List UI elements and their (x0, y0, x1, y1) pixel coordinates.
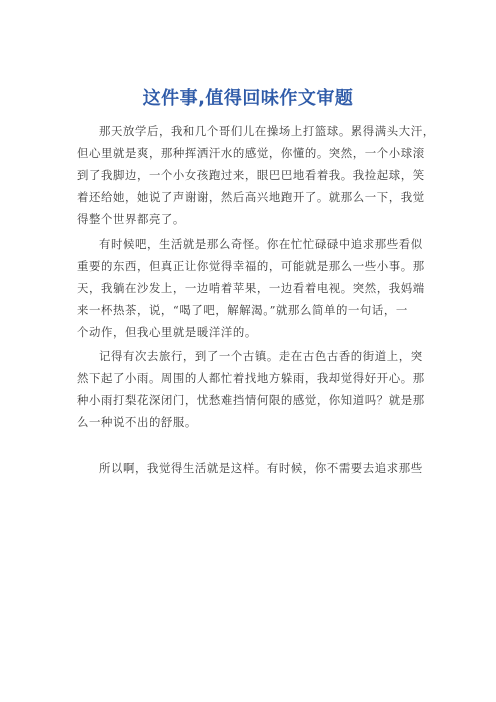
paragraph-4 (77, 457, 423, 479)
paragraph-line: 么一种说不出的舒服。 (77, 415, 197, 429)
paragraph-line: 天，我躺在沙发上，一边啃着苹果，一边看着电视。突然，我妈端 (77, 281, 425, 295)
paragraph-line: 所以啊，我觉得生活就是这样。有时候，你不需要去追求那些 (99, 461, 423, 475)
paragraph-1 (77, 120, 435, 230)
paragraph-line: 重要的东西，但真正让你觉得幸福的，可能就是那么一些小事。那 (77, 259, 425, 273)
paragraph-3 (77, 345, 425, 433)
paragraph-line: 记得有次去旅行，到了一个古镇。走在古色古香的街道上，突 (99, 349, 423, 363)
paragraph-line: 但心里就是爽，那种挥洒汗水的感觉，你懂的。突然，一个小球滚 (77, 146, 425, 160)
paragraph-2 (77, 233, 425, 343)
paragraph-line: 然下起了小雨。周围的人都忙着找地方躲雨，我却觉得好开心。那 (77, 371, 425, 385)
page-title: 这件事,值得回味作文审题 (142, 88, 354, 109)
paragraph-line: 种小雨打梨花深闭门，忧愁难挡情何限的感觉，你知道吗？就是那 (77, 393, 425, 407)
paragraph-line: 到了我脚边，一个小女孩跑过来，眼巴巴地看着我。我捡起球，笑 (77, 168, 425, 182)
paragraph-line: 有时候吧，生活就是那么奇怪。你在忙忙碌碌中追求那些看似 (99, 237, 423, 251)
paragraph-line: 那天放学后，我和几个哥们儿在操场上打篮球。累得满头大汗， (99, 124, 435, 138)
paragraph-line: 个动作，但我心里就是暖洋洋的。 (77, 325, 257, 339)
paragraph-line: 来一杯热茶，说，“喝了吧，解解渴。”就那么简单的一句话，一 (77, 303, 408, 317)
paragraph-line: 着还给她，她说了声谢谢，然后高兴地跑开了。就那么一下，我觉 (77, 190, 425, 204)
paragraph-line: 得整个世界都亮了。 (77, 212, 185, 226)
